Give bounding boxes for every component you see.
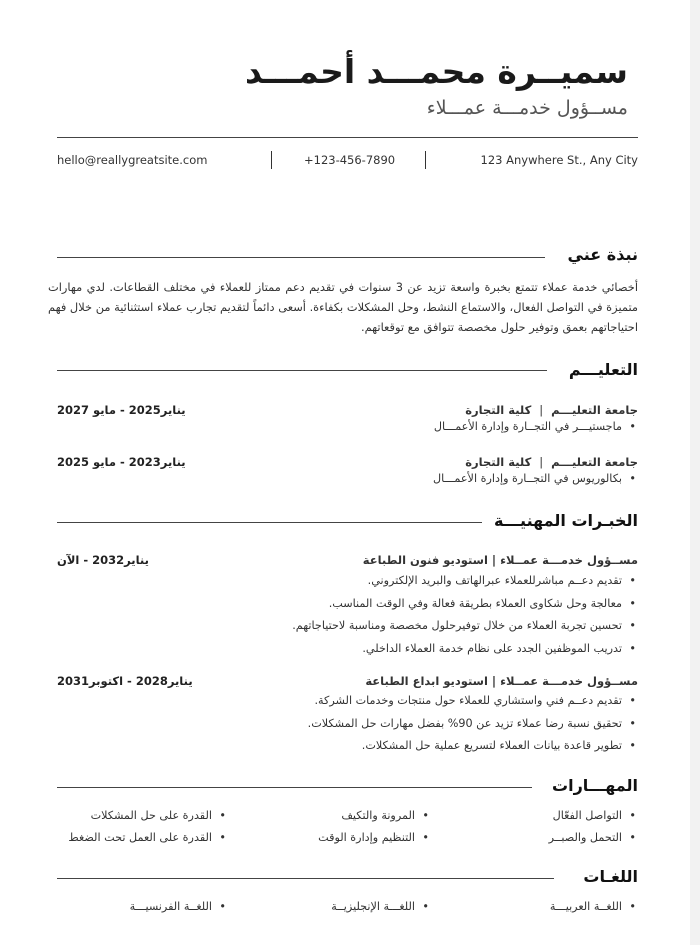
experience-entry-heading: مســؤول خدمـــة عمــلاء | استوديو ابداع الطباعة bbox=[365, 674, 638, 688]
language-item: • اللغــة الفرنسيـــة bbox=[130, 900, 228, 913]
experience-entry-heading: مســؤول خدمـــة عمــلاء | استوديو فنون الطباعة bbox=[362, 553, 638, 567]
experience-divider bbox=[57, 522, 482, 523]
education-item: • ماجستيـــر في التجــارة وإدارة الأعمـــال bbox=[434, 416, 638, 439]
resume-name: سميــرة محمـــد أحمـــد bbox=[245, 52, 628, 91]
language-item: • اللغــة العربيـــة bbox=[550, 900, 638, 913]
experience-date: يناير2032 - الآن bbox=[57, 553, 149, 567]
experience-item: • تحسين تجربة العملاء من خلال توفيرحلول مخصصة ومناسبة لاحتياجاتهم. bbox=[292, 615, 638, 638]
education-entry-heading bbox=[465, 455, 638, 469]
skill-item: • التنظيم وإدارة الوقت bbox=[318, 831, 431, 844]
skill-item: • المرونة والتكيف bbox=[341, 809, 431, 822]
skill-item: • التواصل الفعّال bbox=[553, 809, 638, 822]
experience-title: الخبـرات المهنيـــة bbox=[493, 511, 638, 530]
education-institution: جامعة التعليـــم bbox=[551, 455, 638, 469]
education-items bbox=[434, 416, 638, 439]
experience-item: • تقديم دعــم فني واستشاري للعملاء حول منتجات وخدمات الشركة. bbox=[308, 690, 638, 713]
about-text-block bbox=[48, 277, 638, 337]
education-divider bbox=[57, 370, 547, 371]
education-item: • بكالوريوس في التجــارة وإدارة الأعمـــال bbox=[433, 468, 638, 491]
about-divider bbox=[57, 257, 545, 258]
contact-separator bbox=[271, 151, 272, 169]
experience-item: • تدريب الموظفين الجدد على نظام خدمة العملاء الداخلي. bbox=[292, 638, 638, 661]
contact-phone[interactable]: +123-456-7890 bbox=[304, 153, 396, 167]
experience-item: • معالجة وحل شكاوى العملاء بطريقة فعالة وفي الوقت المناسب. bbox=[292, 593, 638, 616]
about-title: نبذة عني bbox=[567, 245, 638, 264]
education-institution: جامعة التعليـــم bbox=[551, 403, 638, 417]
contact-separator bbox=[425, 151, 426, 169]
experience-item: • تقديم دعــم مباشرللعملاء عبرالهاتف والبريد الإلكتروني. bbox=[292, 570, 638, 593]
skill-item: • التحمل والصبــر bbox=[549, 831, 638, 844]
skills-divider bbox=[57, 787, 532, 788]
education-separator: | bbox=[539, 455, 544, 469]
contact-email[interactable]: hello@reallygreatsite.com bbox=[57, 153, 208, 167]
skill-item: • القدرة على العمل تحت الضغط bbox=[68, 831, 228, 844]
skills-title: المهـــارات bbox=[552, 776, 638, 795]
skill-item: • القدرة على حل المشكلات bbox=[91, 809, 228, 822]
languages-divider bbox=[57, 878, 554, 879]
about-text: أخصائي خدمة عملاء تتمتع بخبرة واسعة تزيد عن 3 سنوات في تقديم دعم ممتاز للعملاء في مختلف القطاعات. لدي مهارات متميزة في التواصل الفعال، والاستماع النشط، وحل المشكلات بكفاءة. أسعى دائماً لتقديم تجارب عملاء استثنائية من خلال فهم احتياجاتهم بعمق وتوفير حلول مخصصة تتوافق مع توقعاتهم. bbox=[48, 280, 638, 334]
education-separator: | bbox=[539, 403, 544, 417]
languages-title: اللغـات bbox=[583, 867, 638, 886]
experience-items bbox=[292, 570, 638, 660]
experience-item: • تطوير قاعدة بيانات العملاء لتسريع عملية حل المشكلات. bbox=[308, 735, 638, 758]
education-date: يناير2023 - مايو 2025 bbox=[57, 455, 186, 469]
experience-items bbox=[308, 690, 638, 758]
education-items bbox=[433, 468, 638, 491]
experience-date: يناير2028 - اكتوبر2031 bbox=[57, 674, 193, 688]
education-faculty: كلية التجارة bbox=[465, 403, 532, 417]
education-entry-heading bbox=[465, 403, 638, 417]
resume-role: مســؤول خدمـــة عمـــلاء bbox=[426, 97, 628, 119]
language-item: • اللغـــة الإنجليزيــة bbox=[331, 900, 431, 913]
education-date: يناير2025 - مايو 2027 bbox=[57, 403, 186, 417]
education-faculty: كلية التجارة bbox=[465, 455, 532, 469]
experience-item: • تحقيق نسبة رضا عملاء تزيد عن 90% بفضل مهارات حل المشكلات. bbox=[308, 713, 638, 736]
header-divider bbox=[57, 137, 638, 138]
contact-address: 123 Anywhere St., Any City bbox=[480, 153, 638, 167]
education-title: التعليـــم bbox=[568, 360, 638, 379]
